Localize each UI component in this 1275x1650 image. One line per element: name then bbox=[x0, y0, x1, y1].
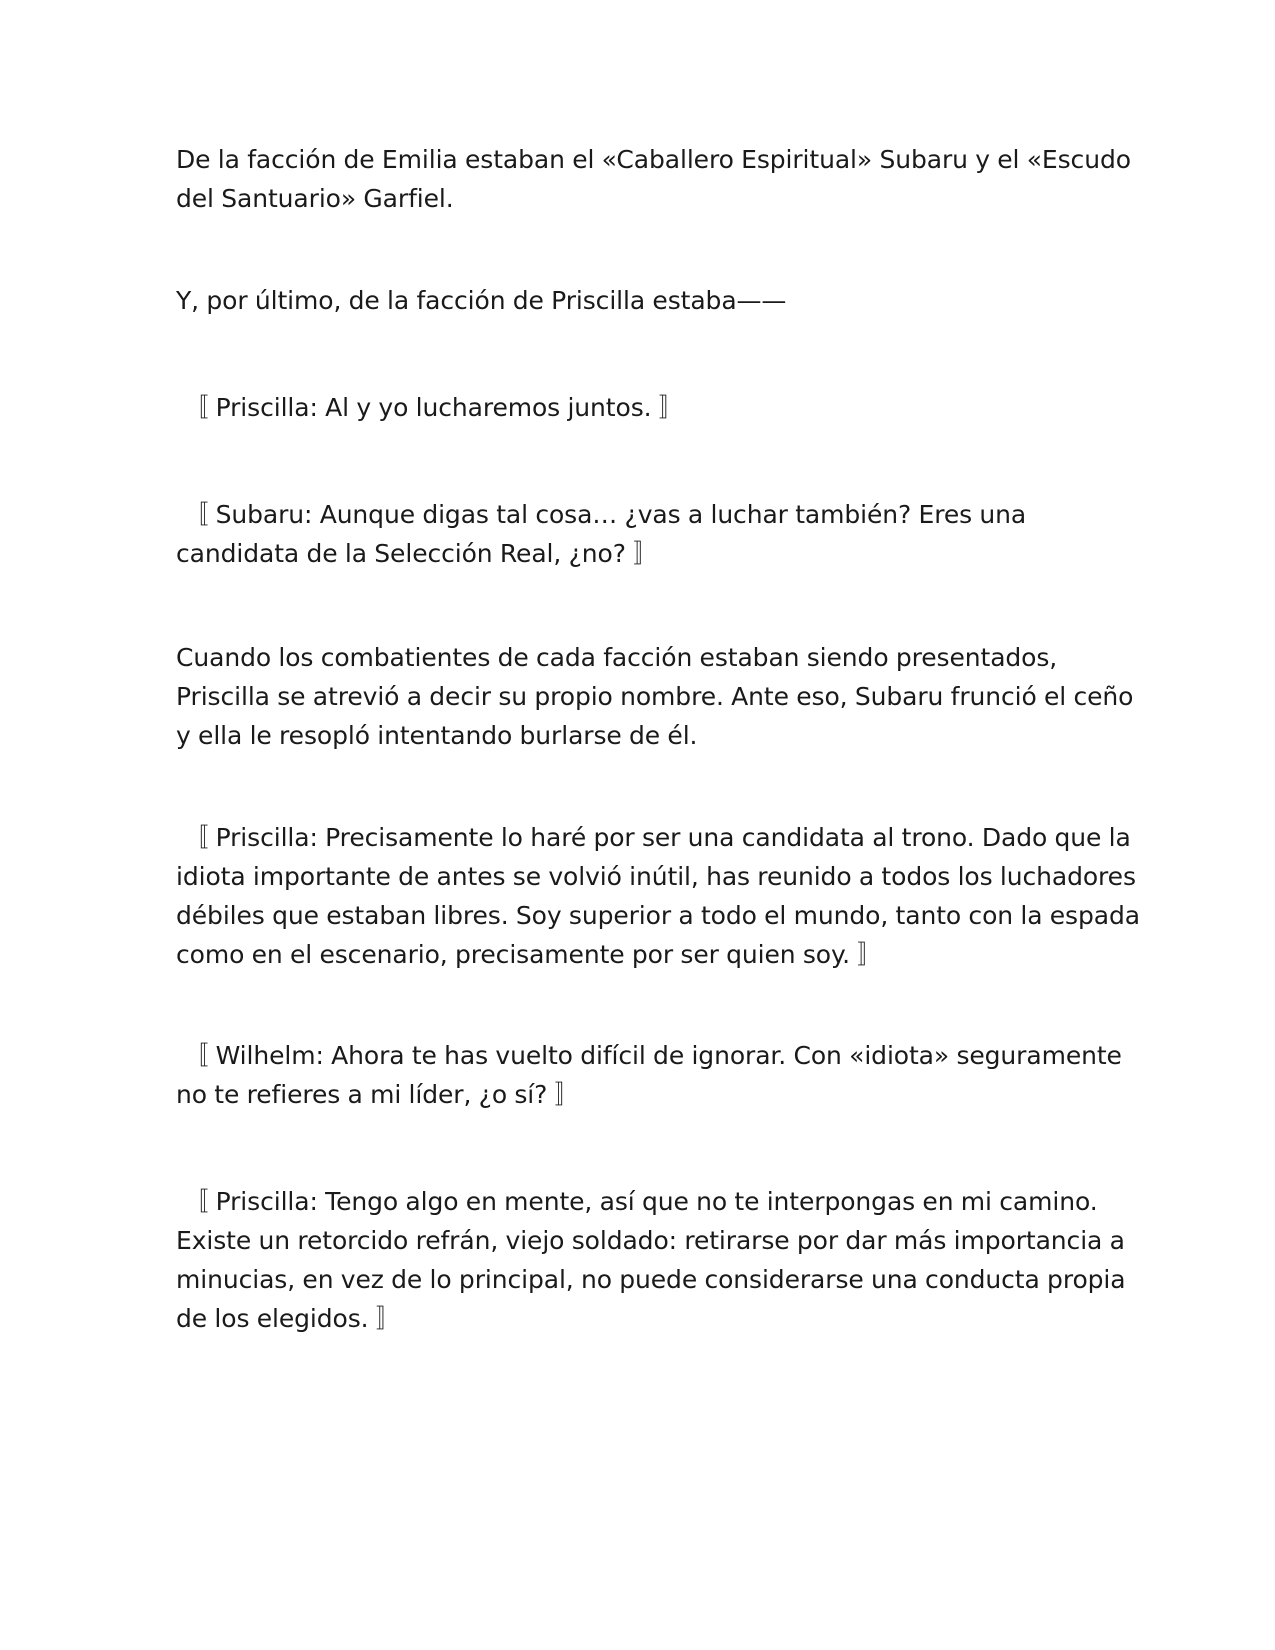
text-line: como en el escenario, precisamente por ser quien soy. 〛 bbox=[176, 940, 883, 969]
text-line: débiles que estaban libres. Soy superior a todo el mundo, tanto con la espada bbox=[176, 901, 1140, 930]
text-line: 〚 Priscilla: Al y yo lucharemos juntos. 〛 bbox=[176, 393, 684, 422]
text-line: 〚 Wilhelm: Ahora te has vuelto difícil de ignorar. Con «idiota» seguramente bbox=[176, 1041, 1122, 1070]
text-line: De la facción de Emilia estaban el «Caballero Espiritual» Subaru y el «Escudo bbox=[176, 145, 1131, 174]
text-line: y ella le resopló intentando burlarse de él. bbox=[176, 721, 698, 750]
text-line: Priscilla se atrevió a decir su propio nombre. Ante eso, Subaru frunció el ceño bbox=[176, 682, 1134, 711]
text-line: del Santuario» Garfiel. bbox=[176, 184, 454, 213]
text-line: candidata de la Selección Real, ¿no? 〛 bbox=[176, 539, 659, 568]
text-line: de los elegidos. 〛 bbox=[176, 1304, 401, 1333]
text-line: Existe un retorcido refrán, viejo soldado: retirarse por dar más importancia a bbox=[176, 1226, 1125, 1255]
text-line: 〚 Priscilla: Precisamente lo haré por ser una candidata al trono. Dado que la bbox=[176, 823, 1131, 852]
paragraph-narration-priscilla-faction bbox=[176, 281, 1106, 320]
paragraph-narration-presentation bbox=[176, 638, 1134, 755]
text-line: Y, por último, de la facción de Priscilla estaba—— bbox=[176, 286, 787, 315]
dialogue-priscilla-2 bbox=[176, 818, 1140, 974]
text-line: minucias, en vez de lo principal, no puede considerarse una conducta propia bbox=[176, 1265, 1126, 1294]
dialogue-subaru-1 bbox=[176, 495, 1106, 573]
dialogue-wilhelm-1 bbox=[176, 1036, 1122, 1114]
text-line: Cuando los combatientes de cada facción estaban siendo presentados, bbox=[176, 643, 1058, 672]
text-line: 〚 Subaru: Aunque digas tal cosa… ¿vas a luchar también? Eres una bbox=[176, 500, 1027, 529]
dialogue-priscilla-3 bbox=[176, 1182, 1126, 1338]
dialogue-priscilla-1 bbox=[176, 388, 1106, 427]
text-line: no te refieres a mi líder, ¿o sí? 〛 bbox=[176, 1080, 580, 1109]
text-line: 〚 Priscilla: Tengo algo en mente, así que no te interpongas en mi camino. bbox=[176, 1187, 1098, 1216]
text-line: idiota importante de antes se volvió inútil, has reunido a todos los luchadores bbox=[176, 862, 1136, 891]
paragraph-narration-emilia-faction bbox=[176, 140, 1131, 218]
